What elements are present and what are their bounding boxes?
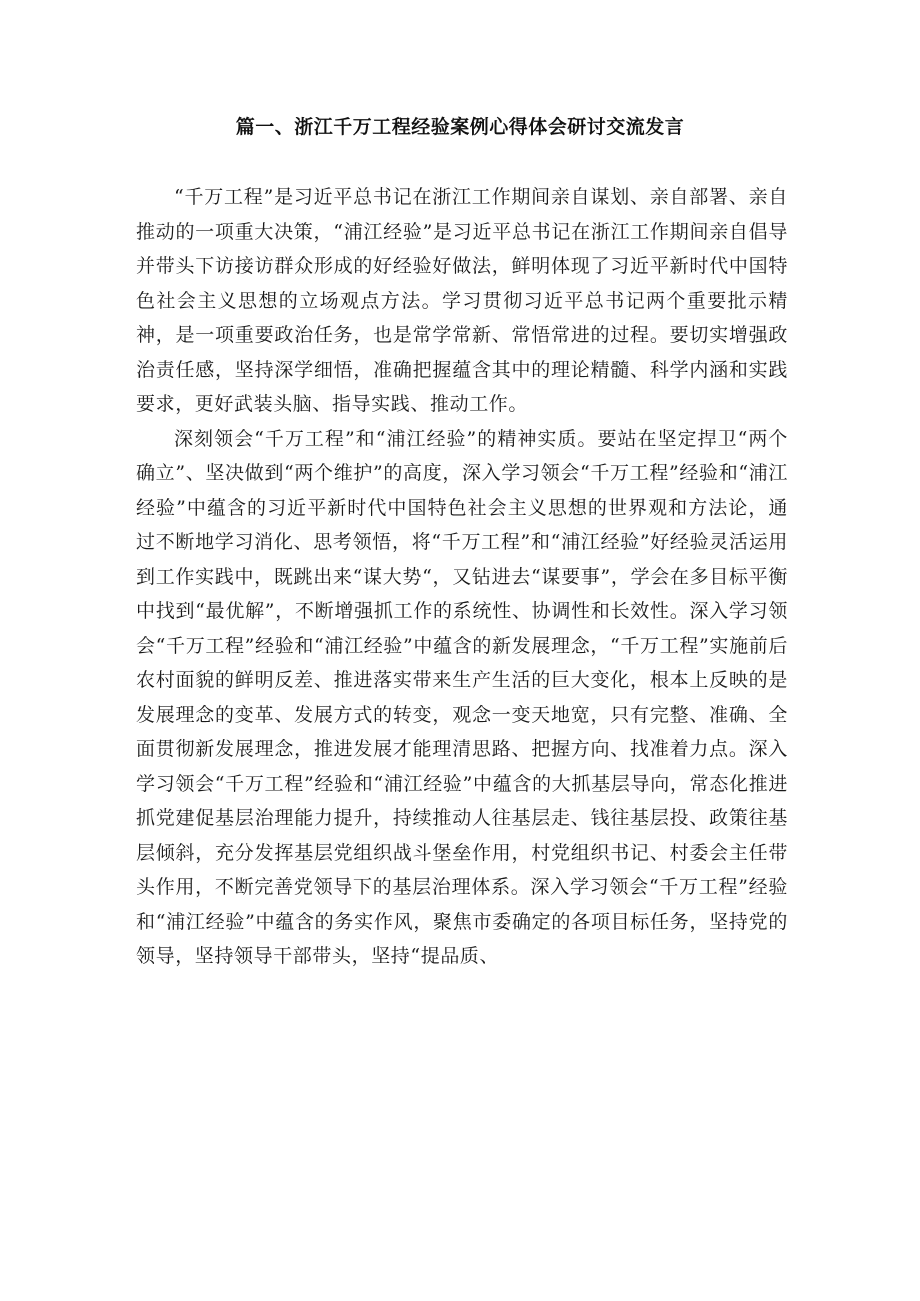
document-body: [136, 180, 788, 974]
paragraph-intro: “千万工程”是习近平总书记在浙江工作期间亲自谋划、亲自部署、亲自推动的一项重大决策，“浦江经验”是习近平总书记在浙江工作期间亲自倡导并带头下访接访群众形成的好经验好做法，鲜明体现了习近平新时代中国特色社会主义思想的立场观点方法。学习贯彻习近平总书记两个重要批示精神，是一项重要政治任务，也是常学常新、常悟常进的过程。要切实增强政治责任感，坚持深学细悟，准确把握蕴含其中的理论精髓、科学内涵和实践要求，更好武装头脑、指导实践、推动工作。: [136, 186, 788, 415]
paragraph-essence: 深刻领会“千万工程”和“浦江经验”的精神实质。要站在坚定捍卫“两个确立”、坚决做到“两个维护”的高度，深入学习领会“千万工程”经验和“浦江经验”中蕴含的习近平新时代中国特色社会主义思想的世界观和方法论，通过不断地学习消化、思考领悟，将“千万工程”和“浦江经验”好经验灵活运用到工作实践中，既跳出来“谋大势“，又钻进去“谋要事”，学会在多目标平衡中找到“最优解”，不断增强抓工作的系统性、协调性和长效性。深入学习领会“千万工程”经验和“浦江经验”中蕴含的新发展理念，“千万工程”实施前后农村面貌的鲜明反差、推进落实带来生产生活的巨大变化，根本上反映的是发展理念的变革、发展方式的转变，观念一变天地宽，只有完整、准确、全面贯彻新发展理念，推进发展才能理清思路、把握方向、找准着力点。深入学习领会“千万工程”经验和“浦江经验”中蕴含的大抓基层导向，常态化推进抓党建促基层治理能力提升，持续推动人往基层走、钱往基层投、政策往基层倾斜，充分发挥基层党组织战斗堡垒作用，村党组织书记、村委会主任带头作用，不断完善党领导下的基层治理体系。深入学习领会“千万工程”经验和“浦江经验”中蕴含的务实作风，聚焦市委确定的各项目标任务，坚持党的领导，坚持领导干部带头，坚持“提品质、: [136, 427, 788, 967]
document-title: 篇一、浙江千万工程经验案例心得体会研讨交流发言: [235, 116, 685, 138]
